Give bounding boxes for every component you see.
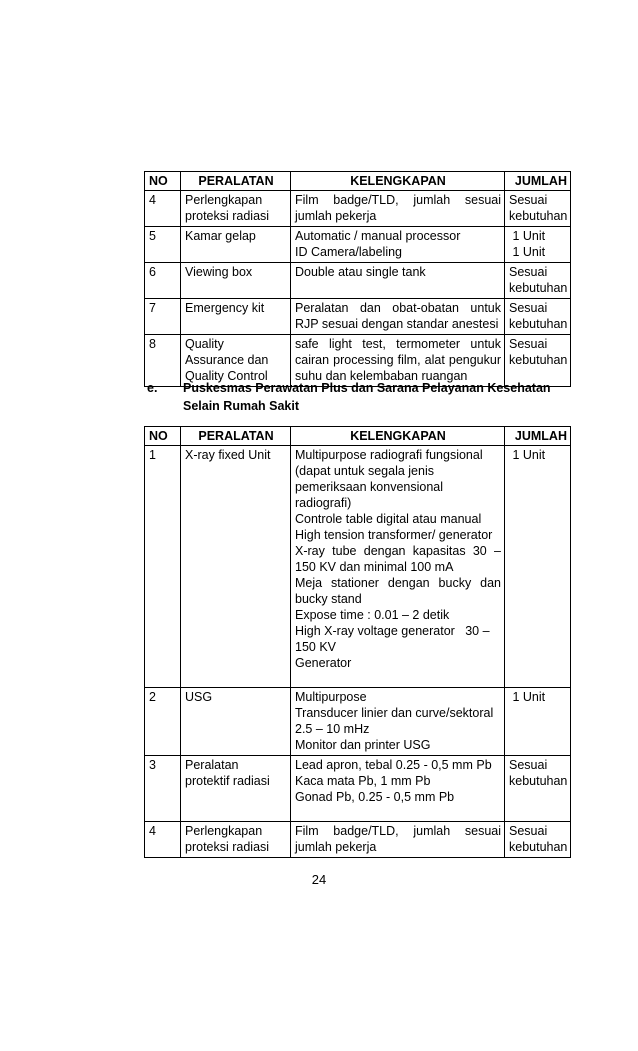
- cell-kelengkapan: [291, 299, 505, 335]
- cell-line: Film badge/TLD, jumlah sesuai: [295, 193, 501, 207]
- cell-line: kebutuhan: [509, 281, 568, 295]
- cell-no: 2: [145, 688, 181, 756]
- cell-spacer: [295, 671, 501, 685]
- cell-peralatan: [181, 688, 291, 756]
- header-jumlah: JUMLAH: [505, 427, 571, 446]
- cell-line: Transducer linier dan curve/sektoral: [295, 706, 494, 720]
- cell-jumlah: [505, 299, 571, 335]
- table-row: [145, 299, 571, 335]
- cell-jumlah: [505, 191, 571, 227]
- cell-jumlah: [505, 822, 571, 858]
- table-header-row: [145, 427, 571, 446]
- cell-line: X-ray fixed Unit: [185, 448, 271, 462]
- cell-line: kebutuhan: [509, 209, 568, 223]
- cell-jumlah: [505, 756, 571, 822]
- header-kelengkapan: KELENGKAPAN: [291, 427, 505, 446]
- cell-line: 1 Unit: [509, 245, 546, 259]
- cell-line: Quality Control: [185, 369, 268, 383]
- cell-line: kebutuhan: [509, 317, 568, 331]
- table-row: [145, 446, 571, 688]
- cell-kelengkapan: [291, 688, 505, 756]
- cell-line: Automatic / manual processor: [295, 229, 461, 243]
- cell-line: Sesuai: [509, 824, 548, 838]
- table-row: [145, 688, 571, 756]
- cell-no: 8: [145, 335, 181, 387]
- cell-line: Kamar gelap: [185, 229, 256, 243]
- cell-line: Multipurpose: [295, 690, 367, 704]
- cell-no: 3: [145, 756, 181, 822]
- cell-line: RJP sesuai dengan standar anestesi: [295, 317, 499, 331]
- cell-jumlah: [505, 263, 571, 299]
- cell-peralatan: [181, 263, 291, 299]
- cell-jumlah: [505, 446, 571, 688]
- cell-line: Kaca mata Pb, 1 mm Pb: [295, 774, 431, 788]
- cell-line: 1 Unit: [509, 690, 546, 704]
- section-title-line: Selain Rumah Sakit: [183, 399, 300, 413]
- cell-line: Peralatan: [185, 758, 239, 772]
- cell-line: Sesuai: [509, 193, 548, 207]
- section-title-line: Puskesmas Perawatan Plus dan Sarana Pelayanan Kesehatan: [183, 381, 551, 395]
- cell-line: kebutuhan: [509, 353, 568, 367]
- cell-line: Quality: [185, 337, 224, 351]
- cell-line: USG: [185, 690, 213, 704]
- cell-peralatan: [181, 446, 291, 688]
- cell-peralatan: [181, 822, 291, 858]
- cell-line: (dapat untuk segala jenis: [295, 464, 434, 478]
- cell-line: Expose time : 0.01 – 2 detik: [295, 608, 450, 622]
- cell-line: Emergency kit: [185, 301, 265, 315]
- cell-no: 5: [145, 227, 181, 263]
- table-row: [145, 756, 571, 822]
- cell-line: Multipurpose radiografi fungsional: [295, 448, 483, 462]
- cell-line: 1 Unit: [509, 448, 546, 462]
- cell-no: 6: [145, 263, 181, 299]
- cell-spacer: [295, 805, 501, 819]
- cell-kelengkapan: [291, 227, 505, 263]
- cell-line: ID Camera/labeling: [295, 245, 402, 259]
- cell-line: Sesuai: [509, 265, 548, 279]
- header-kelengkapan: KELENGKAPAN: [291, 172, 505, 191]
- cell-kelengkapan: [291, 822, 505, 858]
- header-no: NO: [145, 172, 181, 191]
- cell-line: Assurance dan: [185, 353, 269, 367]
- equipment-table-2: [144, 426, 571, 858]
- cell-kelengkapan: [291, 263, 505, 299]
- cell-line: Film badge/TLD, jumlah sesuai: [295, 824, 501, 838]
- cell-line: Viewing box: [185, 265, 253, 279]
- cell-line: Double atau single tank: [295, 265, 426, 279]
- cell-peralatan: [181, 299, 291, 335]
- header-peralatan: PERALATAN: [181, 172, 291, 191]
- cell-line: radiografi): [295, 496, 352, 510]
- table-row: [145, 263, 571, 299]
- cell-line: proteksi radiasi: [185, 209, 270, 223]
- cell-line: 150 KV: [295, 640, 337, 654]
- section-number: e.: [147, 381, 158, 395]
- cell-line: kebutuhan: [509, 774, 568, 788]
- cell-line: protektif radiasi: [185, 774, 270, 788]
- cell-peralatan: [181, 191, 291, 227]
- cell-line: suhu dan kelembaban ruangan: [295, 369, 468, 383]
- cell-kelengkapan: [291, 756, 505, 822]
- cell-no: 4: [145, 191, 181, 227]
- cell-line: Generator: [295, 656, 352, 670]
- header-no: NO: [145, 427, 181, 446]
- header-peralatan: PERALATAN: [181, 427, 291, 446]
- cell-line: 1 Unit: [509, 229, 546, 243]
- cell-line: X-ray tube dengan kapasitas 30 –: [295, 544, 501, 558]
- cell-line: 150 KV dan minimal 100 mA: [295, 560, 454, 574]
- cell-line: Meja stationer dengan bucky dan: [295, 576, 501, 590]
- cell-line: pemeriksaan konvensional: [295, 480, 444, 494]
- cell-line: jumlah pekerja: [295, 209, 377, 223]
- cell-line: Sesuai: [509, 337, 548, 351]
- cell-line: Monitor dan printer USG: [295, 738, 431, 752]
- cell-line: Perlengkapan: [185, 824, 263, 838]
- cell-line: Lead apron, tebal 0.25 - 0,5 mm Pb: [295, 758, 492, 772]
- table-row: [145, 191, 571, 227]
- cell-line: cairan processing film, alat pengukur: [295, 353, 501, 367]
- cell-peralatan: [181, 756, 291, 822]
- cell-line: Gonad Pb, 0.25 - 0,5 mm Pb: [295, 790, 455, 804]
- cell-line: jumlah pekerja: [295, 840, 377, 854]
- cell-no: 1: [145, 446, 181, 688]
- cell-line: safe light test, termometer untuk: [295, 337, 501, 351]
- cell-line: Sesuai: [509, 301, 548, 315]
- table-row: [145, 822, 571, 858]
- cell-no: 4: [145, 822, 181, 858]
- cell-line: Sesuai: [509, 758, 548, 772]
- cell-jumlah: [505, 688, 571, 756]
- page-number: 24: [311, 872, 327, 887]
- cell-line: Controle table digital atau manual: [295, 512, 482, 526]
- cell-line: High X-ray voltage generator 30 –: [295, 624, 490, 638]
- cell-line: High tension transformer/ generator: [295, 528, 493, 542]
- cell-line: Perlengkapan: [185, 193, 263, 207]
- cell-kelengkapan: [291, 191, 505, 227]
- header-jumlah: JUMLAH: [505, 172, 571, 191]
- equipment-table-1: [144, 171, 571, 387]
- cell-line: bucky stand: [295, 592, 362, 606]
- cell-kelengkapan: [291, 446, 505, 688]
- section-title: [183, 379, 573, 415]
- cell-line: kebutuhan: [509, 840, 568, 854]
- cell-line: proteksi radiasi: [185, 840, 270, 854]
- cell-line: 2.5 – 10 mHz: [295, 722, 370, 736]
- cell-peralatan: [181, 227, 291, 263]
- cell-no: 7: [145, 299, 181, 335]
- table-header-row: [145, 172, 571, 191]
- table-row: [145, 227, 571, 263]
- cell-jumlah: [505, 227, 571, 263]
- cell-line: Peralatan dan obat-obatan untuk: [295, 301, 501, 315]
